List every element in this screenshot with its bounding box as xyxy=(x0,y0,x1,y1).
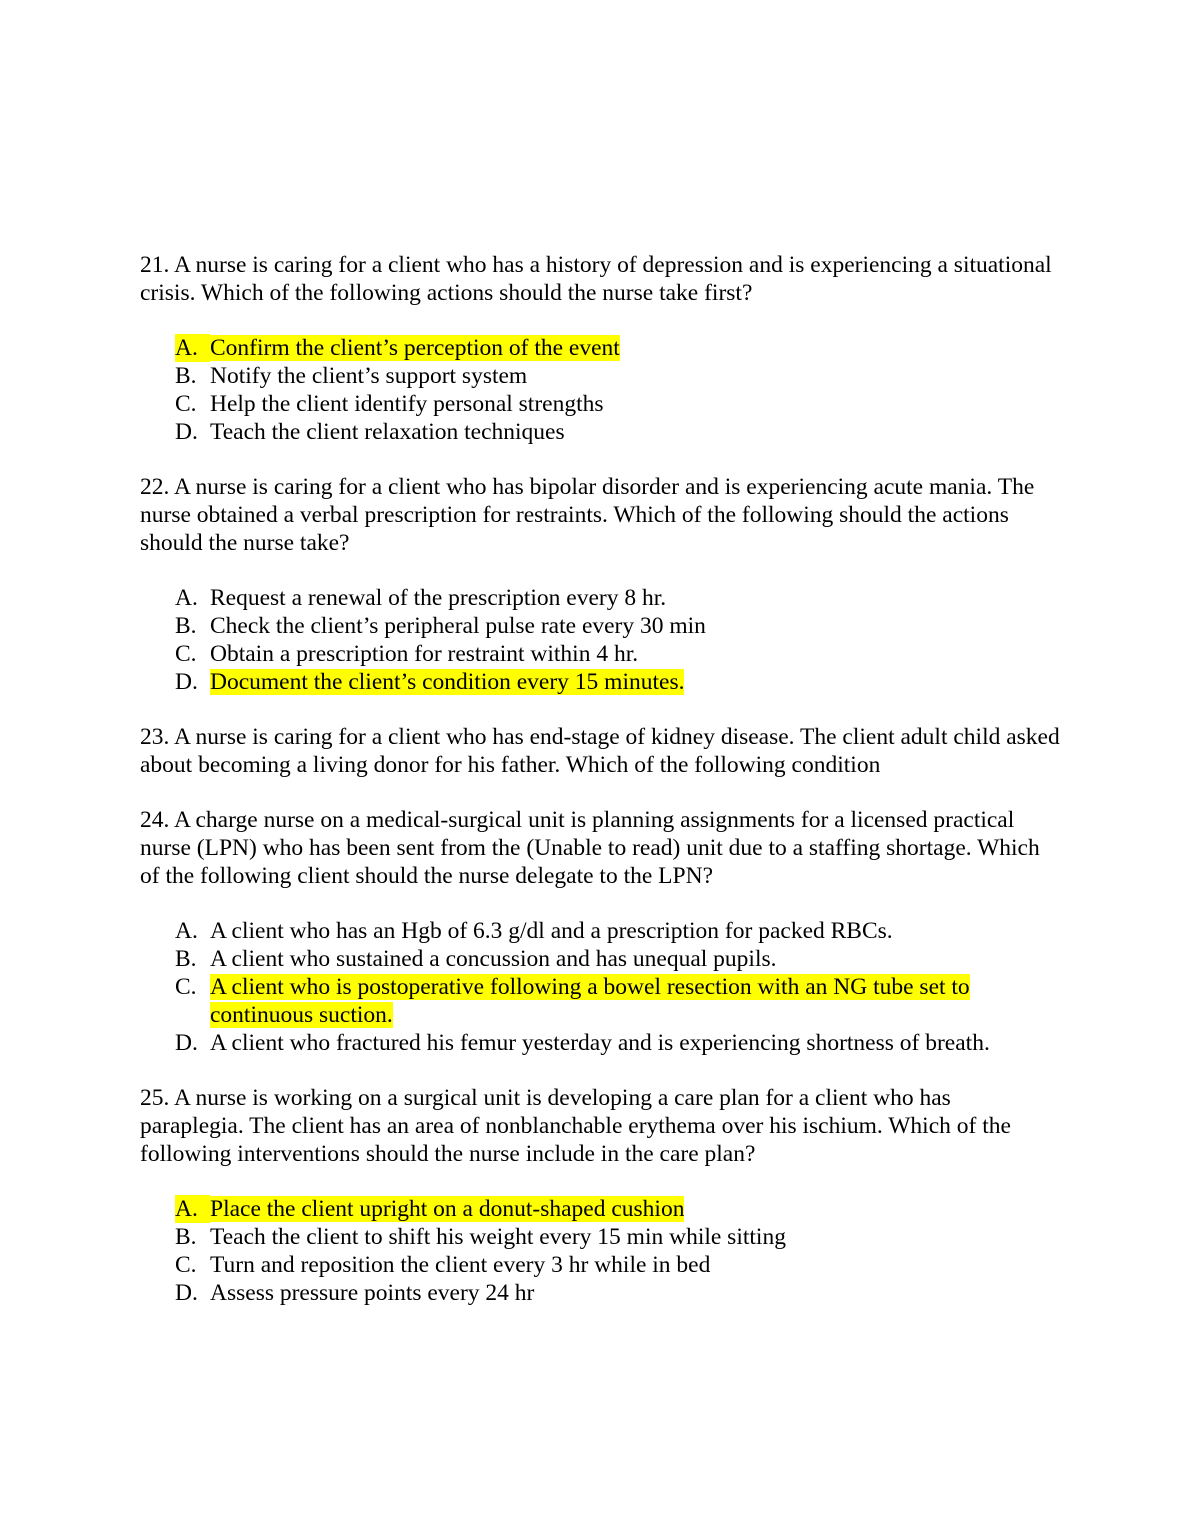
question-25 xyxy=(140,1084,1060,1307)
question-23 xyxy=(140,723,1060,779)
option-d xyxy=(140,1029,1060,1057)
option-letter: A. xyxy=(175,918,198,944)
option-text: Assess pressure points every 24 hr xyxy=(210,1280,535,1306)
option-list xyxy=(140,917,1060,1057)
question-21 xyxy=(140,251,1060,446)
option-letter: B. xyxy=(175,613,197,639)
option-b xyxy=(140,362,1060,390)
spacer xyxy=(140,1057,1060,1084)
option-d xyxy=(140,418,1060,446)
option-letter: D. xyxy=(175,1030,198,1056)
option-letter: C. xyxy=(175,641,197,667)
option-c xyxy=(140,973,1060,1029)
question-text: 23. A nurse is caring for a client who has end-stage of kidney disease. The client adult child asked about becoming a living donor for his father. Which of the following condition xyxy=(140,724,1060,778)
option-letter: A. xyxy=(175,585,198,611)
option-text-highlighted: Place the client upright on a donut-shaped cushion xyxy=(210,1196,685,1222)
option-text: Obtain a prescription for restraint within 4 hr. xyxy=(210,641,639,667)
option-letter: D. xyxy=(175,669,198,695)
option-a xyxy=(140,1195,1060,1223)
option-letter: C. xyxy=(175,391,197,417)
question-text: 21. A nurse is caring for a client who has a history of depression and is experiencing a situational crisis. Which of the following actions should the nurse take first? xyxy=(140,252,1052,306)
option-list xyxy=(140,334,1060,446)
option-letter: D. xyxy=(175,419,198,445)
option-c xyxy=(140,640,1060,668)
option-letter: D. xyxy=(175,1280,198,1306)
option-list xyxy=(140,1195,1060,1307)
question-text: 25. A nurse is working on a surgical unit is developing a care plan for a client who has paraplegia. The client has an area of nonblanchable erythema over his ischium. Which of the following interventions should the nurse include in the care plan? xyxy=(140,1085,1011,1167)
option-text-highlighted: Confirm the client’s perception of the event xyxy=(210,335,620,361)
option-text: Teach the client to shift his weight every 15 min while sitting xyxy=(210,1224,786,1250)
option-letter: B. xyxy=(175,1224,197,1250)
option-text: A client who fractured his femur yesterday and is experiencing shortness of breath. xyxy=(210,1030,990,1056)
option-letter: B. xyxy=(175,946,197,972)
option-b xyxy=(140,612,1060,640)
option-letter: B. xyxy=(175,363,197,389)
spacer xyxy=(140,696,1060,723)
option-text: Teach the client relaxation techniques xyxy=(210,419,565,445)
option-text: Notify the client’s support system xyxy=(210,363,528,389)
option-a xyxy=(140,334,1060,362)
option-text-highlighted: A client who is postoperative following a bowel resection with an NG tube set to continuous suction. xyxy=(210,974,970,1028)
option-text: Help the client identify personal strengths xyxy=(210,391,604,417)
option-text: Request a renewal of the prescription every 8 hr. xyxy=(210,585,667,611)
question-text: 24. A charge nurse on a medical-surgical unit is planning assignments for a licensed practical nurse (LPN) who has been sent from the (Unable to read) unit due to a staffing shortage. Which of the following client should the nurse delegate to the LPN? xyxy=(140,807,1040,889)
option-b xyxy=(140,945,1060,973)
option-text: Check the client’s peripheral pulse rate every 30 min xyxy=(210,613,706,639)
document-page xyxy=(140,251,1060,1307)
question-text: 22. A nurse is caring for a client who has bipolar disorder and is experiencing acute mania. The nurse obtained a verbal prescription for restraints. Which of the following should the actions should the nurse take? xyxy=(140,474,1035,556)
spacer xyxy=(140,446,1060,473)
option-letter: C. xyxy=(175,974,197,1000)
option-b xyxy=(140,1223,1060,1251)
option-c xyxy=(140,390,1060,418)
spacer xyxy=(140,779,1060,806)
option-c xyxy=(140,1251,1060,1279)
option-letter: C. xyxy=(175,1252,197,1278)
option-text: A client who sustained a concussion and has unequal pupils. xyxy=(210,946,777,972)
option-text: A client who has an Hgb of 6.3 g/dl and a prescription for packed RBCs. xyxy=(210,918,893,944)
option-list xyxy=(140,584,1060,696)
question-22 xyxy=(140,473,1060,696)
option-a xyxy=(140,917,1060,945)
option-text: Turn and reposition the client every 3 hr while in bed xyxy=(210,1252,711,1278)
question-24 xyxy=(140,806,1060,1057)
option-text-highlighted: Document the client’s condition every 15 minutes. xyxy=(210,669,685,695)
option-letter: A. xyxy=(175,334,210,362)
option-d xyxy=(140,1279,1060,1307)
option-d xyxy=(140,668,1060,696)
option-letter: A. xyxy=(175,1195,210,1223)
option-a xyxy=(140,584,1060,612)
